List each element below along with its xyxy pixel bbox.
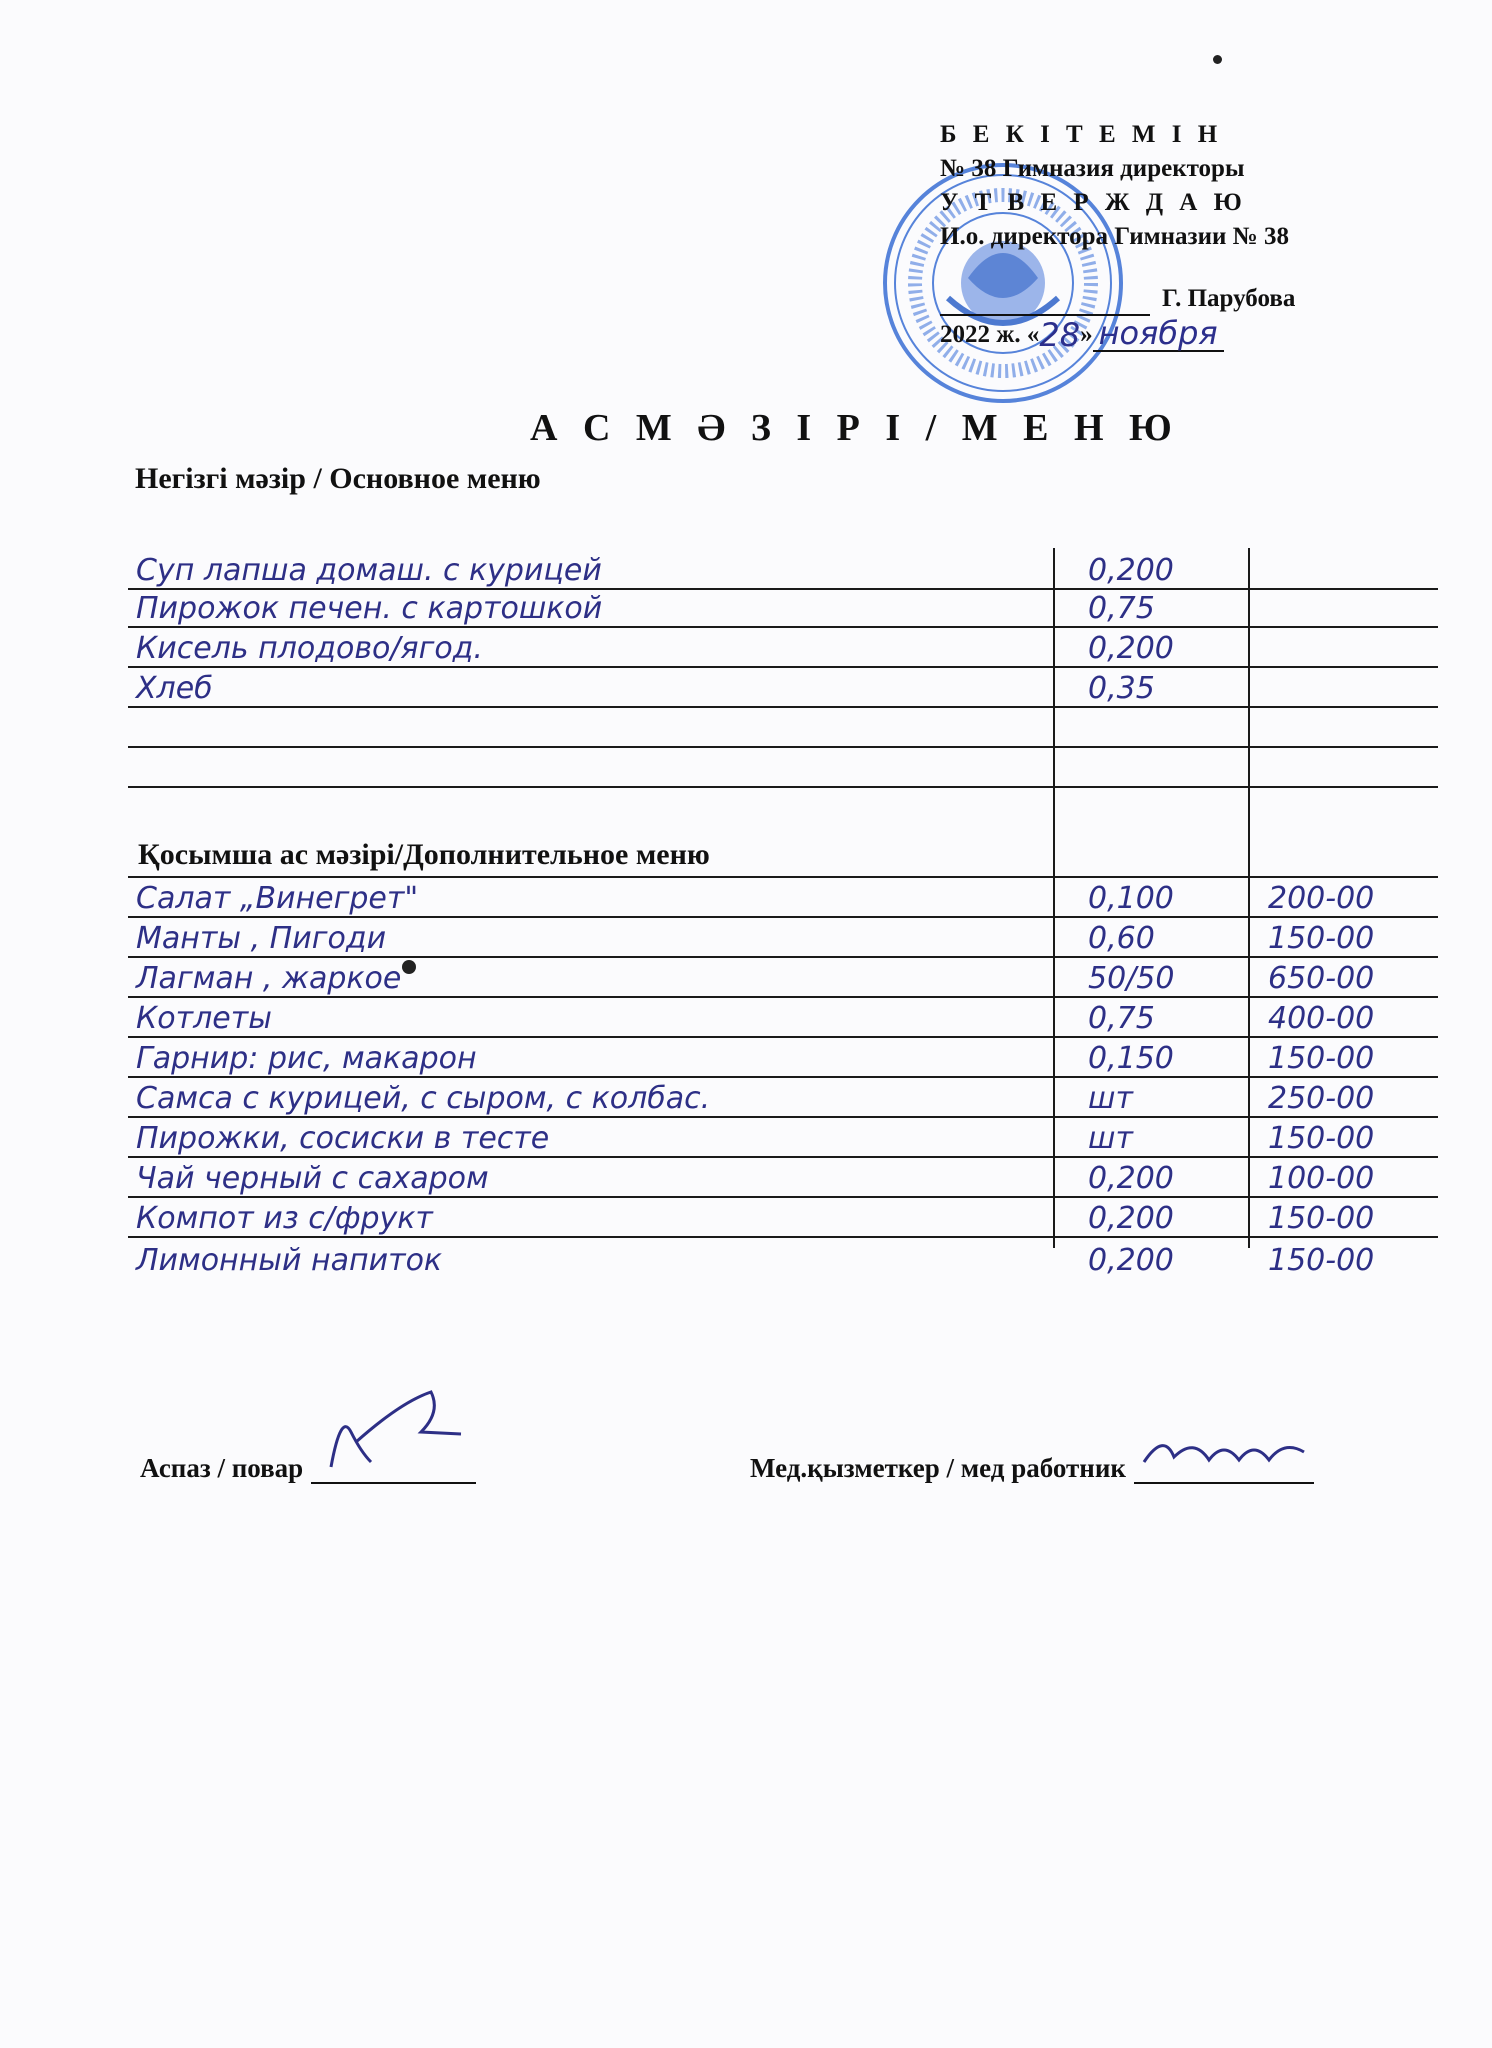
- dish-price: 200-00: [1268, 881, 1375, 916]
- dish-qty: шт: [1088, 1081, 1133, 1116]
- approval-ru-title: У Т В Е Р Ж Д А Ю: [940, 189, 1247, 216]
- dish-name: Пирожок печен. с картошкой: [136, 591, 603, 626]
- dish-name: Лимонный напиток: [136, 1243, 443, 1278]
- dish-name: Лагман , жаркое: [136, 961, 402, 996]
- dish-price: 150-00: [1268, 921, 1375, 956]
- dish-price: 650-00: [1268, 961, 1375, 996]
- dish-price: 400-00: [1268, 1001, 1375, 1036]
- dish-qty: 0,150: [1088, 1041, 1174, 1076]
- approval-block: [940, 118, 1370, 352]
- approval-date: [940, 316, 1370, 352]
- cook-signature-scribble: [311, 1372, 476, 1482]
- medic-signature: [750, 1452, 1314, 1484]
- approval-signature-row: [940, 282, 1370, 316]
- dish-qty: 50/50: [1088, 961, 1175, 996]
- document-title: А С М Ә З І Р І / М Е Н Ю: [530, 407, 1180, 449]
- dish-qty: 0,200: [1088, 1243, 1174, 1278]
- menu-row: [128, 550, 1438, 590]
- scan-speck: [1213, 55, 1222, 64]
- dish-qty: 0,200: [1088, 553, 1174, 588]
- menu-row: [128, 708, 1438, 748]
- dish-qty: 0,200: [1088, 631, 1174, 666]
- menu-row: [128, 1038, 1438, 1078]
- medic-label: Мед.қызметкер / мед работник: [750, 1453, 1126, 1483]
- approval-date-month: ноября: [1093, 316, 1224, 352]
- dish-name: Самса с курицей, с сыром, с колбас.: [136, 1081, 711, 1116]
- cook-label: Аспаз / повар: [140, 1453, 304, 1483]
- main-menu-heading: Негізгі мәзір / Основное меню: [135, 462, 541, 495]
- menu-row: [128, 958, 1438, 998]
- menu-row: [128, 668, 1438, 708]
- dish-qty: 0,100: [1088, 881, 1174, 916]
- cook-signature: [140, 1452, 476, 1484]
- dish-price: 150-00: [1268, 1041, 1375, 1076]
- approval-kz-position: № 38 Гимназия директоры: [940, 155, 1245, 182]
- approval-signature-line: [940, 288, 1150, 316]
- dish-qty: 0,200: [1088, 1161, 1174, 1196]
- dish-price: 150-00: [1268, 1243, 1375, 1278]
- dish-name: Суп лапша домаш. с курицей: [136, 553, 602, 588]
- dish-name: Чай черный с сахаром: [136, 1161, 489, 1196]
- dish-qty: 0,75: [1088, 591, 1155, 626]
- dish-price: 150-00: [1268, 1201, 1375, 1236]
- dish-qty: 0,75: [1088, 1001, 1155, 1036]
- menu-row: [128, 1078, 1438, 1118]
- dish-name: Гарнир: рис, макарон: [136, 1041, 477, 1076]
- dish-price: 250-00: [1268, 1081, 1375, 1116]
- menu-row: [128, 1118, 1438, 1158]
- extra-menu-heading: Қосымша ас мәзірі/Дополнительное меню: [138, 838, 710, 871]
- dish-name: Кисель плодово/ягод.: [136, 631, 483, 666]
- menu-row: [128, 838, 1438, 878]
- dish-qty: 0,60: [1088, 921, 1155, 956]
- menu-row: [128, 998, 1438, 1038]
- approval-date-day: 28: [1039, 316, 1081, 354]
- dish-qty: шт: [1088, 1121, 1133, 1156]
- menu-row: [128, 1240, 1438, 1278]
- menu-row: [128, 588, 1438, 628]
- dish-name: Компот из с/фрукт: [136, 1201, 433, 1236]
- menu-row: [128, 1158, 1438, 1198]
- dish-name: Манты , Пигоди: [136, 921, 387, 956]
- scan-speck: [402, 960, 416, 974]
- medic-signature-scribble: [1134, 1422, 1314, 1482]
- dish-qty: 0,35: [1088, 671, 1155, 706]
- cook-signature-line: [311, 1452, 476, 1484]
- approval-kz-title: Б Е К І Т Е М І Н: [940, 121, 1223, 148]
- dish-qty: 0,200: [1088, 1201, 1174, 1236]
- menu-row: [128, 878, 1438, 918]
- menu-row: [128, 748, 1438, 788]
- dish-name: Салат „Винегрет": [136, 881, 419, 916]
- dish-name: Хлеб: [136, 671, 213, 706]
- dish-name: Котлеты: [136, 1001, 272, 1036]
- medic-signature-line: [1134, 1452, 1314, 1484]
- approval-date-year: 2022 ж. «: [940, 321, 1040, 348]
- approval-ru-position: И.о. директора Гимназии № 38: [940, 223, 1290, 250]
- approval-signatory: Г. Парубова: [1162, 285, 1296, 312]
- dish-price: 100-00: [1268, 1161, 1375, 1196]
- menu-row: [128, 918, 1438, 958]
- dish-price: 150-00: [1268, 1121, 1375, 1156]
- dish-name: Пирожки, сосиски в тесте: [136, 1121, 550, 1156]
- menu-row: [128, 628, 1438, 668]
- menu-row: [128, 1198, 1438, 1238]
- approval-date-close: »: [1080, 321, 1093, 348]
